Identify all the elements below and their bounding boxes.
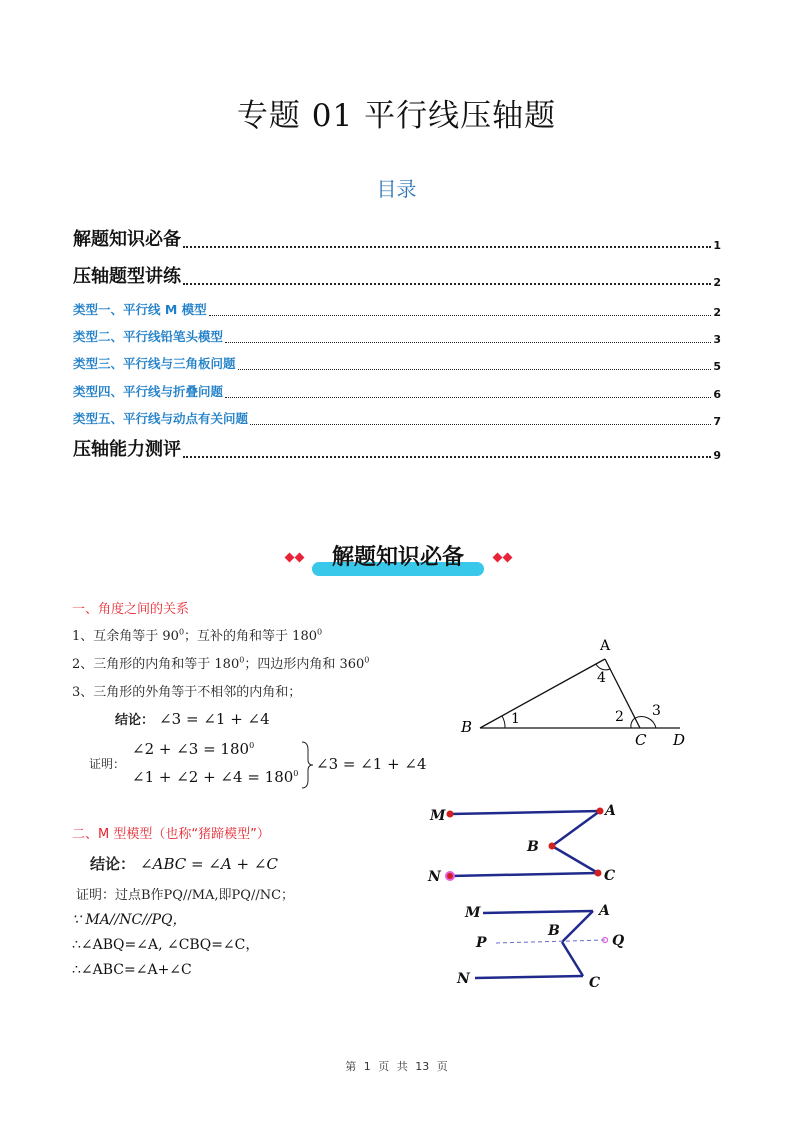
toc-item-page: 6 xyxy=(713,388,721,401)
text-span: 2、三角形的内角和等于 180 xyxy=(72,657,240,672)
toc-item-page: 5 xyxy=(713,360,721,373)
body-line xyxy=(72,628,322,646)
toc-leader-dots xyxy=(225,341,711,343)
toc-leader-dots xyxy=(238,368,712,370)
label-p: P xyxy=(476,935,487,951)
label-m: M xyxy=(465,905,481,921)
toc-leader-dots xyxy=(183,282,711,285)
label-c: C xyxy=(589,975,601,990)
proof-line: ∵ MA//NC//PQ， xyxy=(72,912,187,928)
line-pq-dashed xyxy=(496,940,605,943)
point-b xyxy=(549,843,556,850)
toc-leader-dots xyxy=(250,423,711,425)
label-c: C xyxy=(635,731,647,747)
line-ma xyxy=(450,811,600,814)
label-a: A xyxy=(605,803,616,819)
proof-label: 证明： xyxy=(89,757,126,771)
toc-item-page: 3 xyxy=(713,333,721,346)
superscript: 0 xyxy=(293,769,299,778)
m-model-figure xyxy=(425,798,625,890)
section-banner xyxy=(282,540,514,580)
superscript: 0 xyxy=(178,627,185,637)
toc-item-label: 类型二、平行线铅笔头模型 xyxy=(73,329,224,344)
toc-leader-dots xyxy=(183,245,711,248)
toc-item-page: 7 xyxy=(713,415,721,428)
point-m xyxy=(447,811,454,818)
line-nc xyxy=(450,873,598,876)
toc-title: 目录 xyxy=(376,177,417,201)
diamond-icon xyxy=(493,553,503,563)
text-span: ；互补的角和等于 180 xyxy=(184,629,317,644)
section-heading: 二、M 型模型（也称“猪蹄模型”） xyxy=(72,827,270,842)
m-model-proof-figure xyxy=(450,898,640,990)
toc-item[interactable] xyxy=(73,265,721,289)
toc-item-label: 类型一、平行线 M 模型 xyxy=(73,302,207,317)
line-bc xyxy=(552,846,598,873)
superscript: 0 xyxy=(239,655,245,665)
label-d: D xyxy=(673,731,686,747)
superscript: 0 xyxy=(317,627,323,637)
toc-item[interactable] xyxy=(73,383,721,401)
toc-item[interactable] xyxy=(73,228,721,252)
toc-item[interactable] xyxy=(73,438,721,462)
proof-line: ∴∠ABC=∠A+∠C xyxy=(72,962,192,978)
conclusion-line xyxy=(115,709,270,730)
label-b: B xyxy=(527,839,539,855)
angle-arc-1 xyxy=(502,716,505,728)
toc-item[interactable] xyxy=(73,301,721,319)
point-n xyxy=(447,873,453,879)
proof-line: ∴∠ABQ=∠A, ∠CBQ=∠C， xyxy=(72,937,260,953)
document-title: 专题 01 平行线压轴题 xyxy=(236,98,557,134)
diamond-icon xyxy=(503,553,513,563)
body-line xyxy=(72,656,369,674)
toc-item[interactable] xyxy=(73,328,721,346)
diamond-icon xyxy=(295,553,305,563)
conclusion-label: 结论： xyxy=(90,855,136,873)
angle-arc-2 xyxy=(631,718,635,728)
label-n: N xyxy=(457,971,470,987)
label-a: A xyxy=(599,903,610,919)
diamond-icon xyxy=(285,553,295,563)
text-span: ∠1 + ∠2 + ∠4 = 180 xyxy=(132,768,294,786)
label-angle-3: 3 xyxy=(652,703,661,719)
body-line: 3、三角形的外角等于不相邻的内角和； xyxy=(72,685,302,700)
page-footer: 第 1 页 共 13 页 xyxy=(345,1060,448,1073)
toc-leader-dots xyxy=(209,314,712,316)
toc-item-page: 9 xyxy=(713,449,721,462)
toc-item-label: 类型五、平行线与动点有关问题 xyxy=(73,411,249,426)
brace-icon xyxy=(300,740,314,790)
line-ba xyxy=(480,659,605,728)
conclusion-line xyxy=(90,854,278,874)
point-a xyxy=(597,808,604,815)
conclusion-formula: ∠3 = ∠1 + ∠4 xyxy=(159,710,270,728)
label-b: B xyxy=(461,718,473,736)
toc-item-label: 压轴题型讲练 xyxy=(73,266,181,287)
label-angle-1: 1 xyxy=(511,711,520,727)
toc-item[interactable] xyxy=(73,355,721,373)
proof-result: ∠3 = ∠1 + ∠4 xyxy=(316,755,427,773)
label-a: A xyxy=(600,638,611,654)
label-angle-4: 4 xyxy=(597,670,606,686)
line-ab xyxy=(552,811,600,846)
proof-line: 证明：过点B作PQ//MA,即PQ//NC； xyxy=(76,888,295,903)
toc-leader-dots xyxy=(225,396,711,398)
label-m: M xyxy=(430,808,446,824)
conclusion-label: 结论： xyxy=(115,713,155,728)
label-q: Q xyxy=(612,933,625,949)
toc-item[interactable] xyxy=(73,410,721,428)
line-bc xyxy=(562,942,583,976)
toc-item-label: 压轴能力测评 xyxy=(73,439,181,460)
conclusion-formula: ∠ABC = ∠A + ∠C xyxy=(140,855,278,873)
superscript: 0 xyxy=(364,655,370,665)
point-c xyxy=(595,870,602,877)
label-angle-2: 2 xyxy=(615,709,624,725)
text-span: ；四边形内角和 360 xyxy=(244,657,365,672)
line-nc xyxy=(475,976,583,978)
superscript: 0 xyxy=(249,741,255,750)
label-b: B xyxy=(548,923,560,939)
line-ab xyxy=(562,911,593,942)
label-c: C xyxy=(604,868,616,884)
triangle-figure xyxy=(455,632,695,747)
toc-leader-dots xyxy=(183,455,711,458)
toc-item-label: 解题知识必备 xyxy=(73,229,181,250)
toc-item-label: 类型三、平行线与三角板问题 xyxy=(73,356,236,371)
toc-item-page: 1 xyxy=(713,239,721,252)
proof-formula xyxy=(132,767,298,787)
section-heading: 一、角度之间的关系 xyxy=(72,602,190,617)
toc-item-page: 2 xyxy=(713,276,721,289)
banner-title: 解题知识必备 xyxy=(331,545,464,570)
label-n: N xyxy=(428,869,441,885)
toc-item-page: 2 xyxy=(713,306,721,319)
line-ma xyxy=(483,911,593,913)
text-span: ∠2 + ∠3 = 180 xyxy=(132,740,250,758)
proof-formula xyxy=(132,739,254,759)
toc-item-label: 类型四、平行线与折叠问题 xyxy=(73,384,224,399)
text-span: 1、互余角等于 90 xyxy=(72,629,179,644)
